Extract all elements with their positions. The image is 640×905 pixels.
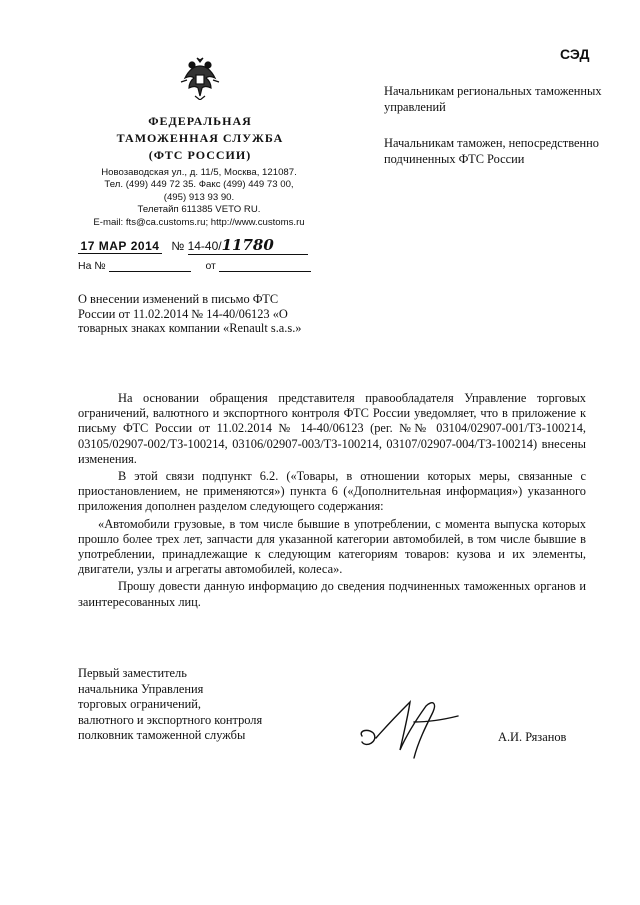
ref-date-blank [219, 260, 311, 272]
org-line-2: ТАМОЖЕННАЯ СЛУЖБА [116, 131, 284, 145]
body-paragraph-2: В этой связи подпункт 6.2. («Товары, в отношении которых меры, связанные с приостановлением, не применяются») пункта 6 («Дополнительная информация») указанного приложения дополнен разделом следующего содержания: [78, 469, 586, 514]
address-line-1: Новозаводская ул., д. 11/5, Москва, 121087. [101, 167, 297, 178]
ref-label: На № [78, 260, 106, 272]
organization-address [74, 167, 324, 229]
signer-line-2: начальника Управления [78, 681, 204, 696]
signer-name: А.И. Рязанов [498, 730, 567, 744]
coat-of-arms-icon [177, 56, 223, 100]
number-handwritten: 11780 [221, 236, 274, 254]
address-line-3: (495) 913 93 90. [163, 191, 235, 203]
body-paragraph-3: «Автомобили грузовые, в том числе бывшие в употреблении, с момента выпуска которых прошло более трех лет, запчасти для указанной категории автомобилей, в том числе бывшие в употреблении, принадлежащие к следующим категориям товаров: кузова и их элементы, двигатели, узлы и агрегаты автомобилей, колеса». [78, 516, 586, 577]
organization-name [84, 113, 316, 164]
address-line-2: Тел. (499) 449 72 35. Факс (499) 449 73 00, [104, 179, 294, 191]
addressee-2: Начальникам таможен, непосредственно подчиненных ФТС России [384, 136, 599, 166]
number-label: № [171, 239, 185, 253]
body-paragraph-1: На основании обращения представителя правообладателя Управление торговых ограничений, валютного и экспортного контроля ФТС России уведомляет, что в приложение к письму ФТС России от 11.02.2014 № 14-40/06123 (рег. №№ 03104/02907-001/ТЗ-100214, 03105/02907-002/ТЗ-100214, 03106/02907-003/ТЗ-100214, 03107/02907-004/ТЗ-100214) внесены изменения. [78, 391, 586, 466]
signer-line-1: Первый заместитель [78, 666, 187, 680]
letter-body [78, 391, 586, 610]
registration-line [78, 236, 318, 255]
body-paragraph-4: Прошу довести данную информацию до сведения подчиненных таможенных органов и заинтересованных лиц. [78, 579, 586, 609]
signature-icon [356, 692, 462, 764]
signer-line-4: валютного и экспортного контроля [78, 712, 263, 727]
letter-subject: О внесении изменений в письмо ФТС России от 11.02.2014 № 14-40/06123 «О товарных знаках компании «Renault s.a.s.» [78, 292, 302, 336]
signer-line-3: торговых ограничений, [78, 697, 202, 712]
signer-line-5: полковник таможенной службы [78, 728, 246, 743]
ref-number-blank [109, 260, 191, 272]
addressees [384, 83, 614, 187]
reference-line [78, 260, 318, 272]
registration-date: 17 МАР 2014 [78, 239, 162, 254]
org-line-3: (ФТС РОССИИ) [148, 148, 252, 162]
address-line-5: E-mail: fts@ca.customs.ru; http://www.customs.ru [93, 216, 305, 228]
addressee-1: Начальникам региональных таможенных управлений [384, 84, 602, 114]
signer-position [78, 666, 318, 744]
number-printed: 14-40/ [187, 239, 222, 253]
document-mark: СЭД [560, 46, 590, 62]
ref-from-label: от [205, 260, 216, 272]
address-line-4: Телетайп 611385 VETO RU. [137, 204, 261, 216]
org-line-1: ФЕДЕРАЛЬНАЯ [148, 114, 252, 128]
registration-number [188, 236, 308, 255]
